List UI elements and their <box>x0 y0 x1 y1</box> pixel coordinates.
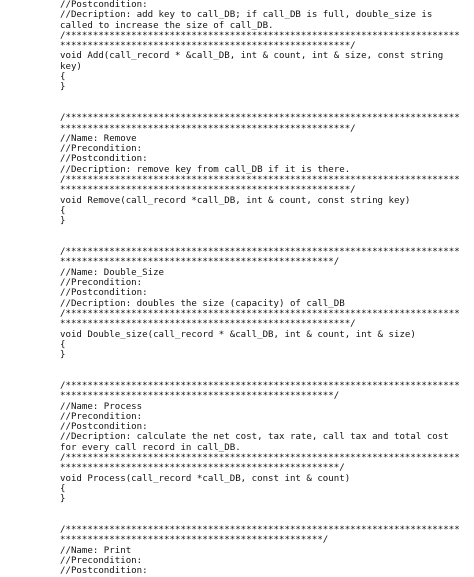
code-line: //Decription: remove key from call_DB if it is there. <box>60 164 351 175</box>
code-line: ***************************************************/ <box>60 463 345 474</box>
code-line: /************************************************************************ <box>60 453 460 464</box>
code-line: //Precondition: <box>60 144 143 155</box>
code-line: } <box>60 494 66 505</box>
code-line: { <box>60 205 66 216</box>
code-line: /************************************************************************ <box>60 308 460 319</box>
code-line: //Postcondition: <box>60 422 148 433</box>
code-line: **************************************************/ <box>60 257 340 268</box>
code-line <box>60 237 470 247</box>
code-line: /************************************************************************ <box>60 175 460 186</box>
code-line: **************************************************/ <box>60 391 340 402</box>
code-line: } <box>60 216 66 227</box>
code-line: //Postcondition: <box>60 154 148 165</box>
code-line: void Double_size(call_record * &call_DB, int & count, int & size) <box>60 329 416 340</box>
code-line: /************************************************************************ <box>60 247 460 258</box>
code-line <box>60 371 470 381</box>
code-line: //Name: Print <box>60 545 132 556</box>
code-line: { <box>60 339 66 350</box>
code-line: } <box>60 350 66 361</box>
code-line: //Decription: calculate the net cost, tax rate, call tax and total cost <box>60 432 449 443</box>
code-line <box>60 360 470 370</box>
code-line: //Decription: doubles the size (capacity) of call_DB <box>60 298 345 309</box>
code-line: called to increase the size of call_DB. <box>60 20 274 31</box>
code-line <box>60 93 470 103</box>
code-line: //Name: Process <box>60 401 143 412</box>
code-line <box>60 103 470 113</box>
code-line <box>60 227 470 237</box>
code-line: *****************************************************/ <box>60 185 356 196</box>
code-line: void Remove(call_record *call_DB, int & count, const string key) <box>60 195 411 206</box>
code-line: key) <box>60 61 82 72</box>
code-line: *****************************************************/ <box>60 123 356 134</box>
code-line: } <box>60 82 66 93</box>
code-line: ************************************************/ <box>60 535 329 546</box>
code-line: /************************************************************************ <box>60 525 460 536</box>
code-listing <box>60 0 470 577</box>
code-line: //Postcondition: <box>60 288 148 299</box>
code-line: //Name: Remove <box>60 133 137 144</box>
code-line <box>60 515 470 525</box>
code-line: /************************************************************************ <box>60 380 460 391</box>
code-line: void Process(call_record *call_DB, const int & count) <box>60 473 351 484</box>
code-line: //Postcondition: <box>60 566 148 577</box>
code-line: *****************************************************/ <box>60 41 356 52</box>
code-line: *****************************************************/ <box>60 319 356 330</box>
code-line: /************************************************************************ <box>60 113 460 124</box>
code-line: //Postcondition: <box>60 0 148 10</box>
code-line: for every call record in call_DB. <box>60 442 241 453</box>
code-line: { <box>60 72 66 83</box>
code-line: //Precondition: <box>60 278 143 289</box>
code-line: void Add(call_record * &call_DB, int & count, int & size, const string <box>60 51 444 62</box>
code-line <box>60 505 470 515</box>
code-line: //Precondition: <box>60 556 143 567</box>
code-line: //Precondition: <box>60 411 143 422</box>
code-line: { <box>60 483 66 494</box>
code-line: /************************************************************************ <box>60 30 460 41</box>
code-line: //Name: Double_Size <box>60 267 165 278</box>
code-line: //Decription: add key to call_DB; if call_DB is full, double_size is <box>60 10 433 21</box>
